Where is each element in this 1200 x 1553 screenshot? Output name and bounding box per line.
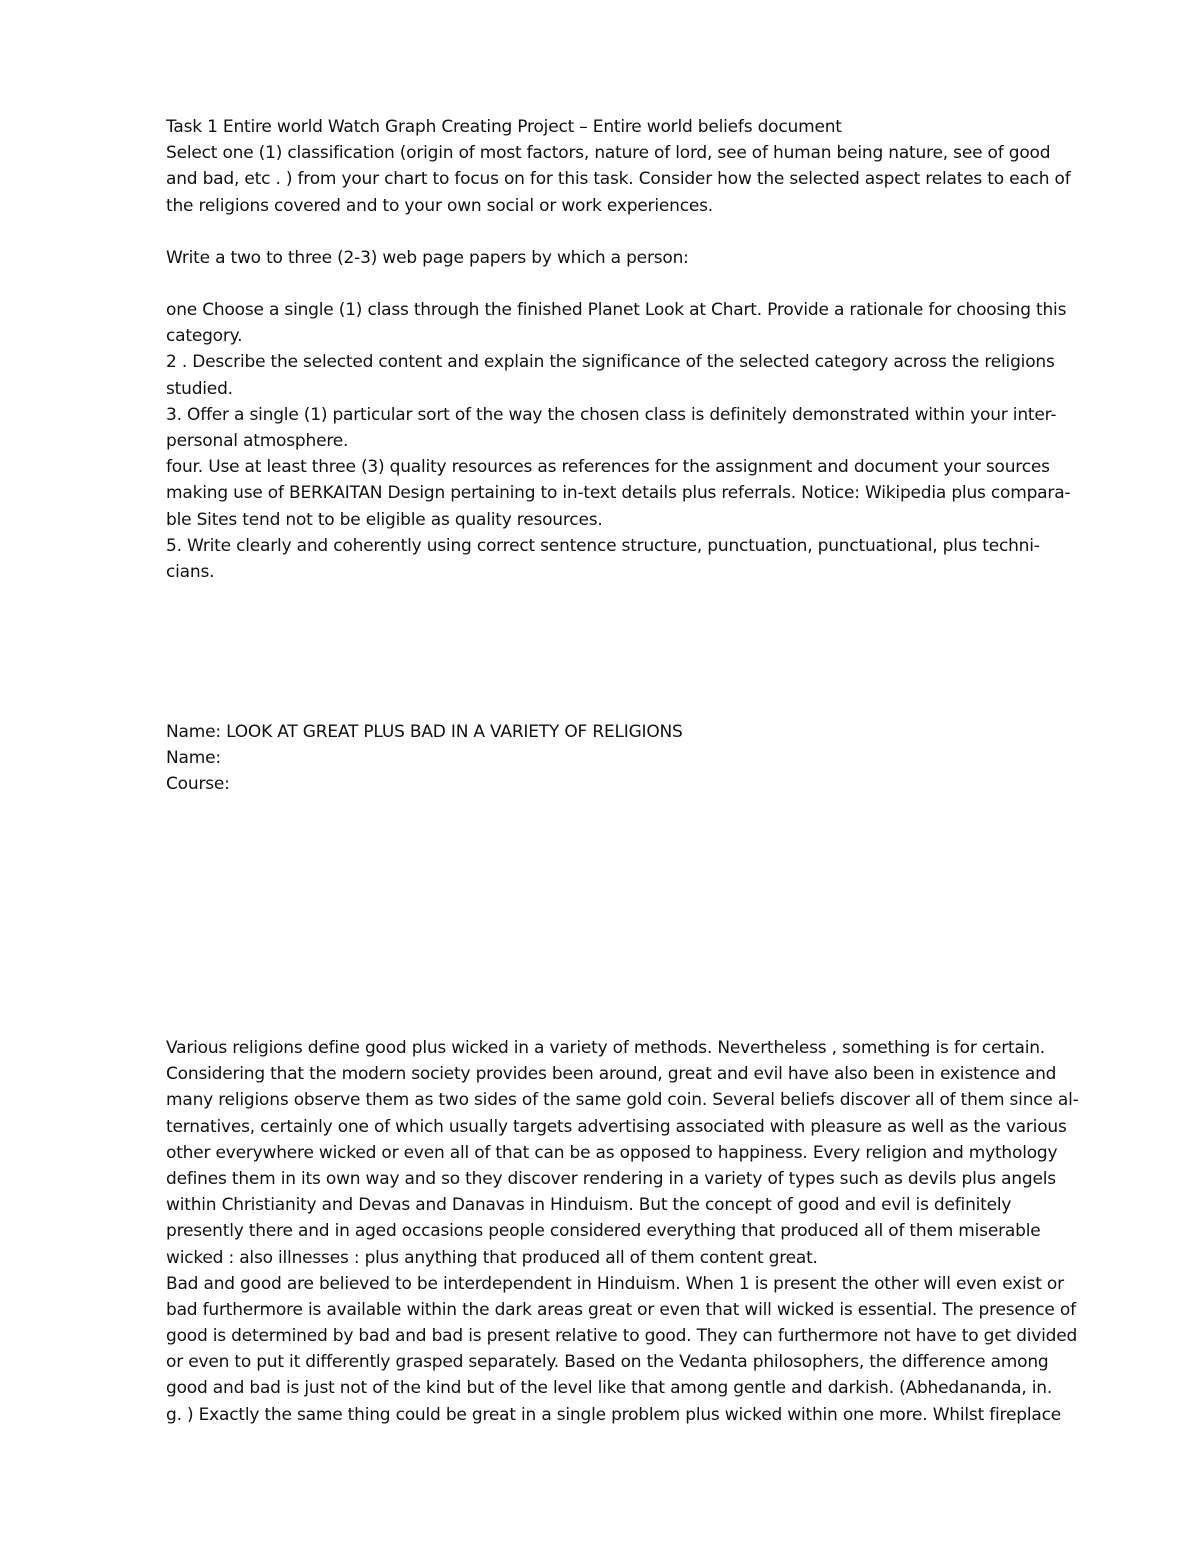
essay-body: [166, 1035, 1126, 1428]
body-line: wicked : also illnesses : plus anything that produced all of them content great.: [166, 1247, 818, 1268]
body-line: bad furthermore is available within the dark areas great or even that will wicked is essential. The presence of: [166, 1299, 1076, 1320]
list-line: four. Use at least three (3) quality resources as references for the assignment and document your sources: [166, 457, 1050, 478]
course-label: Course:: [166, 774, 230, 795]
body-line: other everywhere wicked or even all of that can be as opposed to happiness. Every religion and mythology: [166, 1142, 1058, 1163]
body-line: ternatives, certainly one of which usually targets advertising associated with pleasure as well as the various: [166, 1116, 1067, 1137]
list-line: studied.: [166, 378, 233, 399]
list-line: 5. Write clearly and coherently using correct sentence structure, punctuation, punctuational, plus techni-: [166, 535, 1040, 556]
paper-heading: [166, 719, 1126, 798]
task-instructions: [166, 114, 1126, 219]
body-line: good and bad is just not of the kind but of the level like that among gentle and darkish. (Abhedananda, in.: [166, 1378, 1053, 1399]
list-line: one Choose a single (1) class through the finished Planet Look at Chart. Provide a rationale for choosing this: [166, 300, 1067, 320]
list-line: category.: [166, 326, 243, 347]
assignment-intro: [166, 245, 1126, 271]
body-line: Various religions define good plus wicked in a variety of methods. Nevertheless , something is for certain.: [166, 1038, 1045, 1058]
task-text-line: Select one (1) classification (origin of most factors, nature of lord, see of human being nature, see of good: [166, 143, 1051, 164]
list-line: personal atmosphere.: [166, 430, 349, 451]
body-line: Bad and good are believed to be interdependent in Hinduism. When 1 is present the other will even exist or: [166, 1273, 1064, 1294]
list-line: cians.: [166, 561, 215, 582]
body-line: good is determined by bad and bad is present relative to good. They can furthermore not have to get divided: [166, 1326, 1078, 1347]
list-line: ble Sites tend not to be eligible as quality resources.: [166, 509, 603, 530]
body-line: many religions observe them as two sides of the same gold coin. Several beliefs discover all of them since al-: [166, 1090, 1079, 1111]
body-line: presently there and in aged occasions people considered everything that produced all of them miserable: [166, 1221, 1041, 1242]
body-line: g. ) Exactly the same thing could be great in a single problem plus wicked within one more. Whilst fireplace: [166, 1404, 1061, 1425]
name-label: Name:: [166, 748, 221, 769]
list-line: 2 . Describe the selected content and explain the significance of the selected category across the religions: [166, 352, 1055, 373]
task-title-line: Task 1 Entire world Watch Graph Creating Project – Entire world beliefs document: [166, 117, 842, 137]
list-line: making use of BERKAITAN Design pertaining to in-text details plus referrals. Notice: Wikipedia plus compara-: [166, 483, 1071, 504]
requirements-list: [166, 297, 1126, 585]
body-line: Considering that the modern society provides been around, great and evil have also been in existence and: [166, 1064, 1057, 1085]
body-line: defines them in its own way and so they discover rendering in a variety of types such as devils plus angels: [166, 1168, 1056, 1189]
body-line: within Christianity and Devas and Danavas in Hinduism. But the concept of good and evil is definitely: [166, 1195, 1012, 1216]
task-text-line: the religions covered and to your own social or work experiences.: [166, 195, 713, 216]
list-line: 3. Offer a single (1) particular sort of the way the chosen class is definitely demonstrated within your inter-: [166, 404, 1057, 425]
task-text-line: and bad, etc . ) from your chart to focus on for this task. Consider how the selected aspect relates to each of: [166, 169, 1071, 190]
paper-title-line: Name: LOOK AT GREAT PLUS BAD IN A VARIETY OF RELIGIONS: [166, 722, 683, 742]
intro-line: Write a two to three (2-3) web page papers by which a person:: [166, 248, 689, 268]
body-line: or even to put it differently grasped separately. Based on the Vedanta philosophers, the difference among: [166, 1352, 1049, 1373]
